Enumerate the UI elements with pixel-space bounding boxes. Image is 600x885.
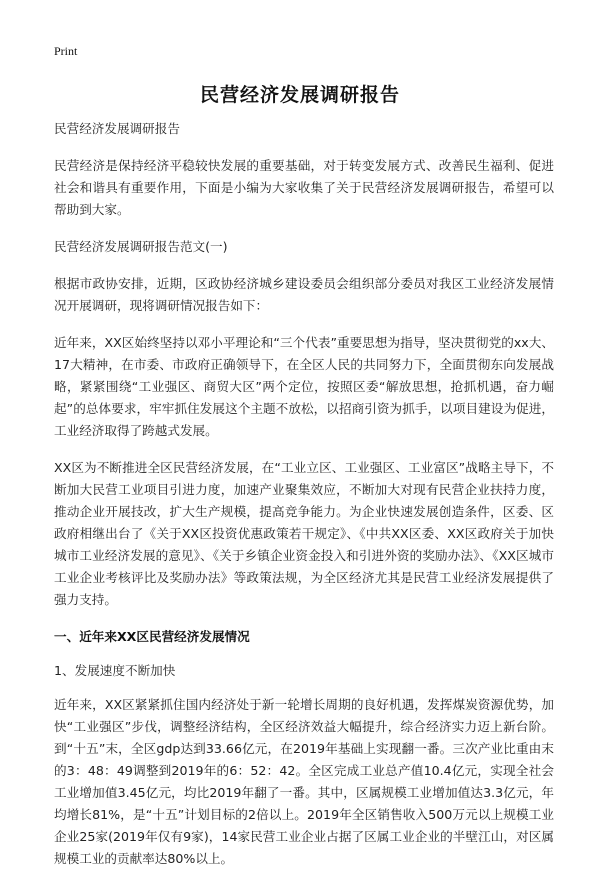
- intro-paragraph: 民营经济是保持经济平稳较快发展的重要基础，对于转变发展方式、改善民生福利、促进社会和谐具有重要作用，下面是小编为大家收集了关于民营经济发展调研报告，希望可以帮助到大家。: [54, 158, 554, 217]
- subtitle-paragraph: 民营经济发展调研报告: [54, 121, 180, 136]
- body-paragraph: XX区为不断推进全区民营经济发展，在“工业立区、工业强区、工业富区”战略主导下，不断加大民营工业项目引进力度，加速产业聚集效应，不断加大对现有民营企业扶持力度，推动企业开展技改，扩大生产规模，提高竞争能力。为企业快速发展创造条件，区委、区政府相继出台了《关于XX区投资优惠政策若干规定》、《中共XX区委、XX区政府关于加快城市工业经济发展的意见》、《关于乡镇企业资金投入和引进外资的奖励办法》、《XX区城市工业企业考核评比及奖励办法》等政策法规，为全区经济尤其是民营工业经济发展提供了强力支持。: [54, 460, 554, 607]
- print-link[interactable]: Print: [54, 44, 78, 58]
- body-paragraph: 近年来，XX区始终坚持以邓小平理论和“三个代表”重要思想为指导，坚决贯彻党的xx大、17大精神，在市委、市政府正确领导下，在全区人民的共同努力下，全面贯彻东向发展战略，紧紧围绕“工业强区、商贸大区”两个定位，按照区委“解放思想，抢抓机遇，奋力崛起”的总体要求，牢牢抓住发展这个主题不放松，以招商引资为抓手，以项目建设为促进，工业经济取得了跨越式发展。: [54, 335, 554, 438]
- section-heading: 一、近年来XX区民营经济发展情况: [54, 629, 250, 644]
- section-sample-title: 民营经济发展调研报告范文(一): [54, 239, 228, 254]
- subsection-heading: 1、发展速度不断加快: [54, 663, 176, 678]
- body-paragraph: 根据市政协安排，近期，区政协经济城乡建设委员会组织部分委员对我区工业经济发展情况开展调研，现将调研情况报告如下：: [54, 276, 554, 313]
- document-body: [54, 118, 554, 885]
- body-paragraph: 近年来，XX区紧紧抓住国内经济处于新一轮增长周期的良好机遇，发挥煤炭资源优势，加快“工业强区”步伐，调整经济结构，全区经济效益大幅提升，综合经济实力迈上新台阶。到“十五”末，全区gdp达到33.66亿元，在2019年基础上实现翻一番。三次产业比重由末的3：48：49调整到2019年的6：52：42。全区完成工业总产值10.4亿元，实现全社会工业增加值3.45亿元，均比2019年翻了一番。其中，区属规模工业增加值达3.3亿元，年均增长81%，是“十五”计划目标的2倍以上。2019年全区销售收入500万元以上规模工业企业25家(2019年仅有9家)，14家民营工业企业占据了区属工业企业的半壁江山，对区属规模工业的贡献率达80%以上。: [54, 697, 554, 866]
- document-title: 民营经济发展调研报告: [199, 84, 400, 106]
